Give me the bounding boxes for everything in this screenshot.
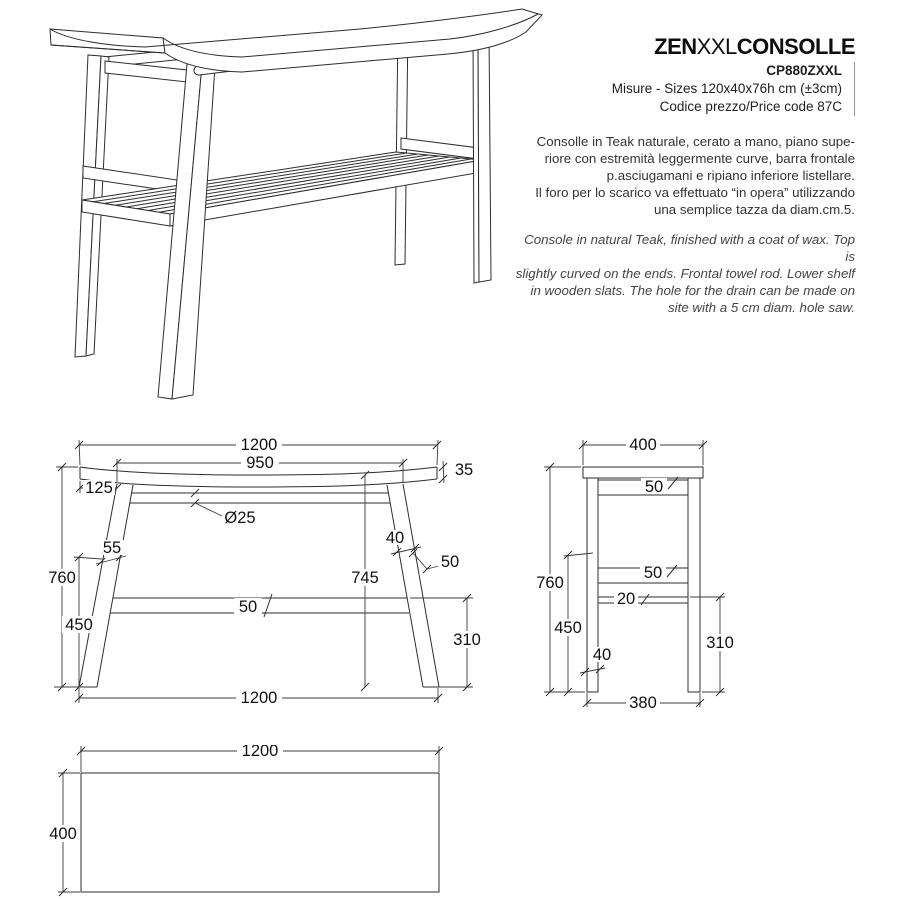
dim-top-view-depth <box>47 769 80 896</box>
product-info-column <box>515 34 855 316</box>
dimension-label: Ø25 <box>224 509 256 527</box>
product-title <box>515 34 855 60</box>
description-english: Console in natural Teak, finished with a coat of wax. Top is slightly curved on the ends. Frontal towel rod. Lower shelf in wooden slats. The hole for the drain can be made on site with a 5 cm diam. hole saw. <box>515 232 855 315</box>
description-italian: Consolle in Teak naturale, cerato a mano, piano supe- riore con estremità leggermente curve, barra frontale p.asciugamani e ripiano inferiore listellare. Il foro per lo scarico va effettuato “in opera” utilizzando una semplice tazza da diam.cm.5. <box>535 134 855 217</box>
front-right-leg <box>473 31 491 283</box>
dim-depth-top <box>579 436 707 465</box>
slab-side <box>583 467 703 478</box>
dim-shelf-clearance-side <box>690 593 737 696</box>
top-view-drawing <box>47 745 485 900</box>
title-xxl: XXL <box>696 34 737 59</box>
dimension-label: 40 <box>592 646 612 664</box>
title-zen: ZEN <box>654 34 697 59</box>
top-view-outline <box>81 773 439 892</box>
slatted-shelf <box>82 152 482 226</box>
dimension-label: 760 <box>48 569 76 587</box>
front-elevation-drawing <box>40 435 520 735</box>
right-leg-side <box>688 478 700 692</box>
dim-top-thickness <box>439 461 473 483</box>
dimension-label: 50 <box>440 553 460 571</box>
dimension-label: 50 <box>643 564 663 582</box>
dimension-label: 380 <box>629 694 657 712</box>
towel-rod-front <box>130 493 390 503</box>
perspective-drawing <box>30 8 560 408</box>
dimension-label: 310 <box>453 631 481 649</box>
dimension-label: 35 <box>454 461 474 479</box>
dim-leg-section-side <box>580 646 614 676</box>
dimension-label: 1200 <box>241 745 279 760</box>
dim-shelf-rail-side <box>640 564 677 582</box>
dimension-label: 1200 <box>240 436 278 454</box>
left-leg <box>79 484 133 687</box>
dimension-label: 950 <box>246 454 274 472</box>
side-elevation-drawing <box>528 435 770 740</box>
product-code: CP880ZXXL <box>766 63 842 78</box>
price-code: Codice prezzo/Price code 87C <box>659 99 842 114</box>
dim-slat-thickness <box>614 590 649 608</box>
front-left-leg <box>158 64 215 399</box>
dimension-label: 310 <box>706 634 734 652</box>
dim-leg-left <box>96 539 126 566</box>
dim-depth-bottom <box>583 693 704 712</box>
dim-height-total-side <box>533 463 585 696</box>
dimension-label: 760 <box>536 574 564 592</box>
dimension-label: 40 <box>385 529 405 547</box>
dim-rod-diameter <box>191 489 256 527</box>
dimension-label: 400 <box>49 825 77 843</box>
dimension-label: 450 <box>65 616 93 634</box>
title-consolle: CONSOLLE <box>736 34 855 59</box>
dim-shelf-rail <box>234 594 272 617</box>
dimension-label: 400 <box>629 436 657 454</box>
dimension-label: 125 <box>85 479 113 497</box>
dimension-label: 1200 <box>240 689 278 707</box>
right-leg <box>387 484 439 687</box>
dimension-label: 50 <box>644 478 664 496</box>
dim-height-under-top <box>347 471 383 691</box>
dim-top-view-length <box>77 745 443 772</box>
dim-width-bottom <box>75 688 442 707</box>
dim-overhang <box>76 479 121 497</box>
dimension-label: 450 <box>554 619 582 637</box>
dimension-label: 55 <box>102 539 122 557</box>
dimension-label: 20 <box>616 590 636 608</box>
product-sizes: Misure - Sizes 120x40x76h cm (±3cm) <box>611 81 842 96</box>
slab-bottom-edge <box>80 479 437 487</box>
left-upper-rail <box>105 61 187 82</box>
dimension-label: 50 <box>238 598 258 616</box>
product-codes <box>515 62 855 116</box>
dim-height-total <box>45 463 84 691</box>
dimension-label: 745 <box>351 569 379 587</box>
